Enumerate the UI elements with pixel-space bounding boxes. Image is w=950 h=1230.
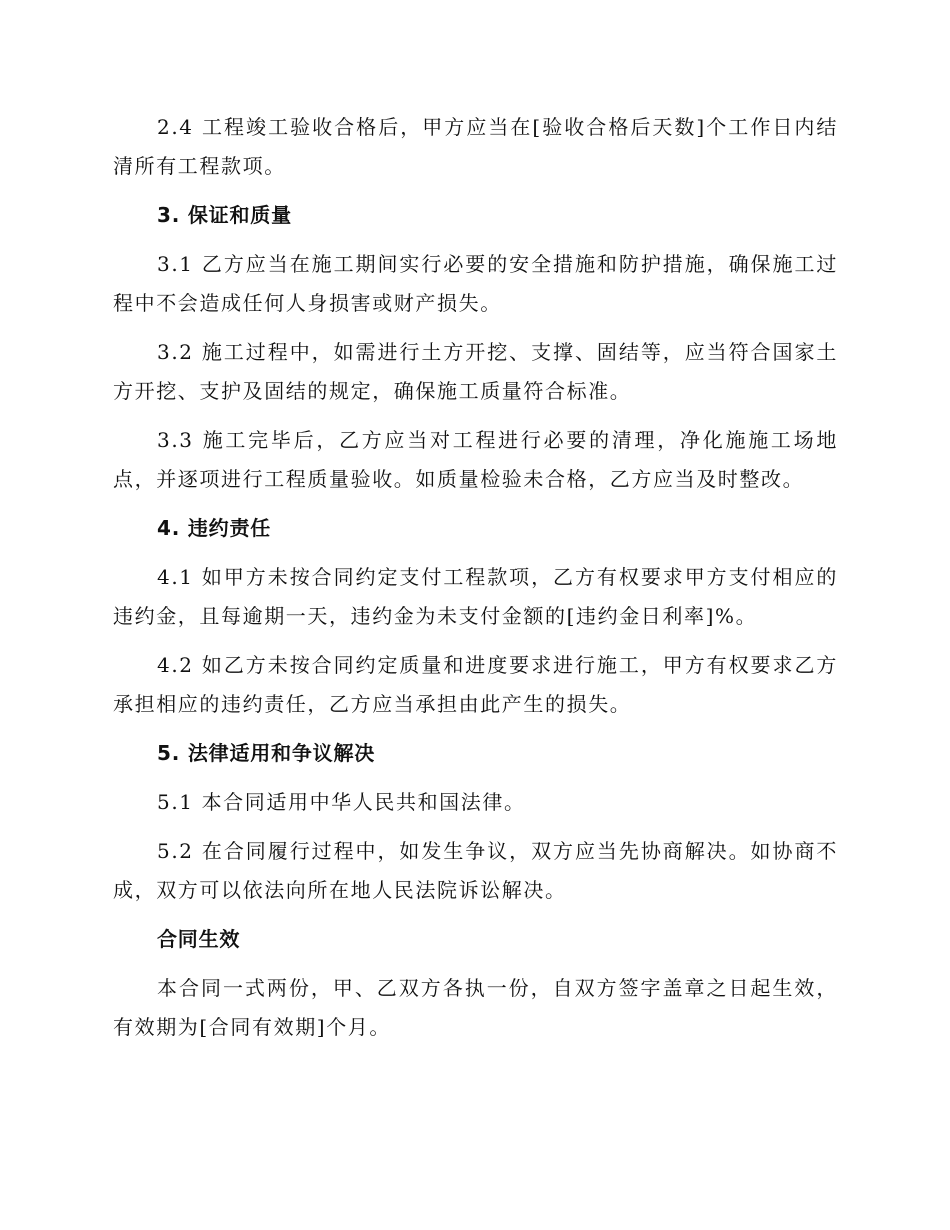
section-heading-breach-liability: 4. 违约责任 <box>157 516 272 540</box>
clause-5-2: 5.2 在合同履行过程中，如发生争议，双方应当先协商解决。如协商不成，双方可以依法向所在地人民法院诉讼解决。 <box>113 839 838 902</box>
clause-3-3: 3.3 施工完毕后，乙方应当对工程进行必要的清理，净化施施工场地点，并逐项进行工程质量验收。如质量检验未合格，乙方应当及时整改。 <box>113 428 838 491</box>
section-heading-guarantee-quality: 3. 保证和质量 <box>157 203 292 227</box>
clause-3-1: 3.1 乙方应当在施工期间实行必要的安全措施和防护措施，确保施工过程中不会造成任何人身损害或财产损失。 <box>113 252 838 315</box>
clause-effectiveness: 本合同一式两份，甲、乙双方各执一份，自双方签字盖章之日起生效，有效期为[合同有效期]个月。 <box>113 976 838 1039</box>
clause-5-1: 5.1 本合同适用中华人民共和国法律。 <box>157 790 526 814</box>
section-heading-law-disputes: 5. 法律适用和争议解决 <box>157 741 376 765</box>
clause-4-2: 4.2 如乙方未按合同约定质量和进度要求进行施工，甲方有权要求乙方承担相应的违约责任，乙方应当承担由此产生的损失。 <box>113 653 838 716</box>
clause-2-4: 2.4 工程竣工验收合格后，甲方应当在[验收合格后天数]个工作日内结清所有工程款项。 <box>113 115 838 178</box>
clause-4-1: 4.1 如甲方未按合同约定支付工程款项，乙方有权要求甲方支付相应的违约金，且每逾期一天，违约金为未支付金额的[违约金日利率]%。 <box>113 565 838 628</box>
clause-3-2: 3.2 施工过程中，如需进行土方开挖、支撑、固结等，应当符合国家土方开挖、支护及固结的规定，确保施工质量符合标准。 <box>113 340 838 403</box>
document-body <box>113 108 838 1057</box>
section-heading-effectiveness: 合同生效 <box>157 927 241 951</box>
